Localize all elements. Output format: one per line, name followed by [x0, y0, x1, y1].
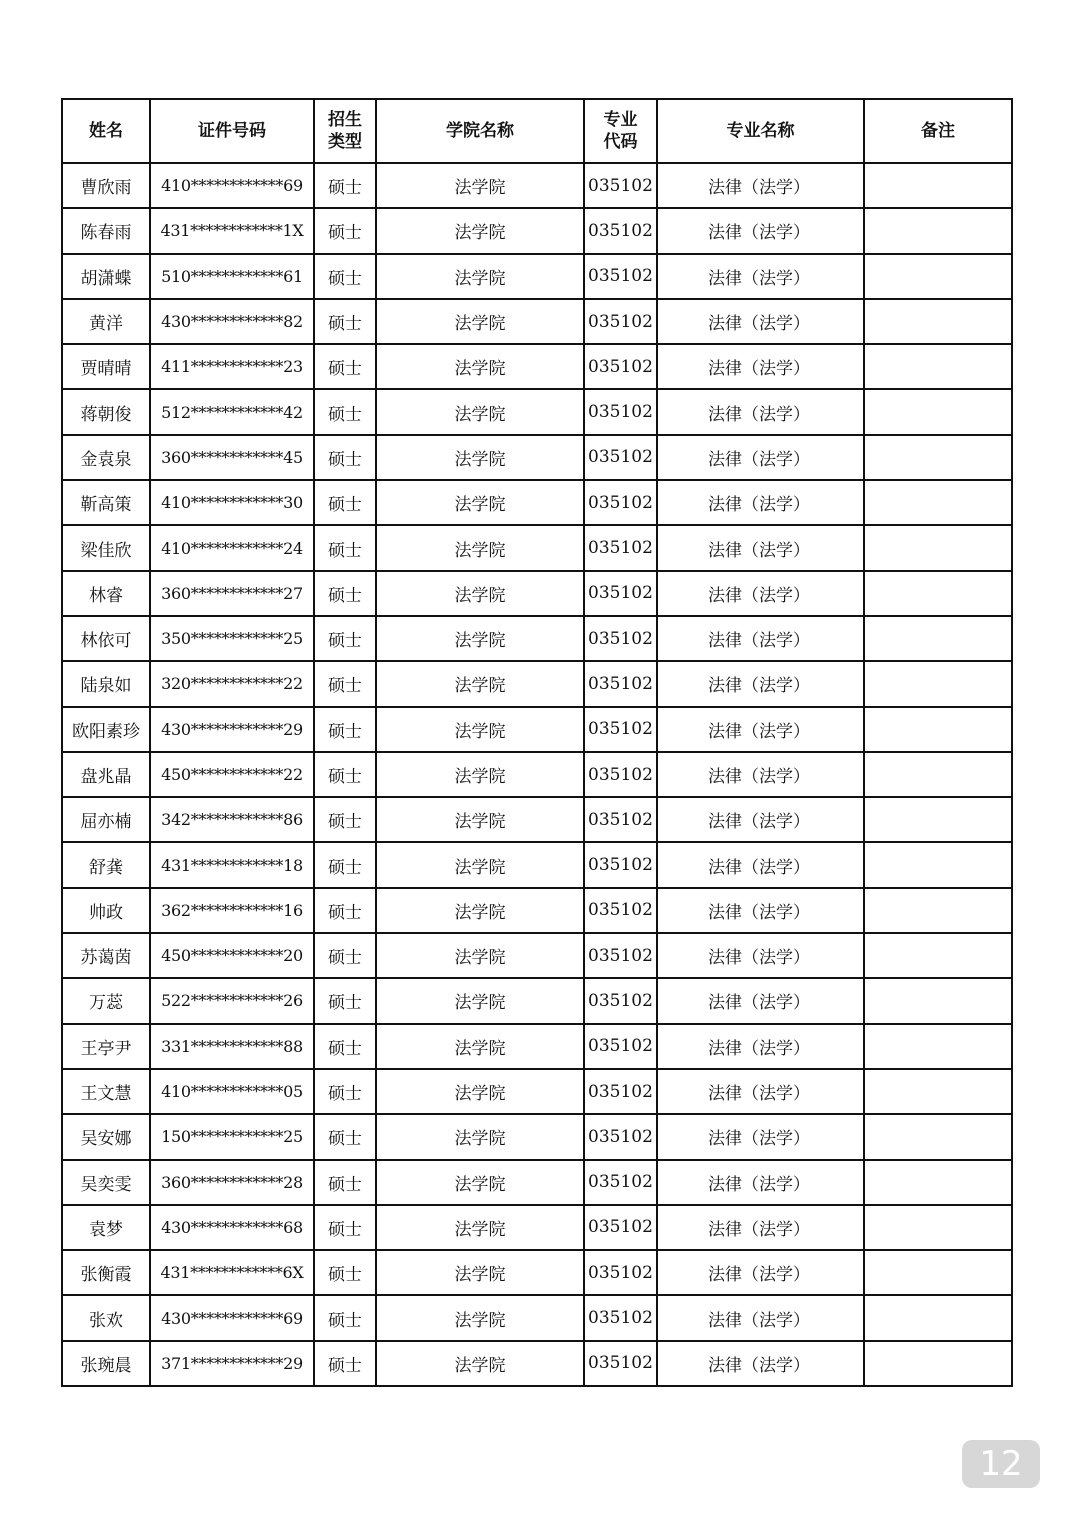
- table-row: [62, 842, 1012, 887]
- header-remarks: 备注: [864, 99, 1012, 163]
- cell-major-name: 法律（法学）: [657, 208, 864, 253]
- cell-major-name: 法律（法学）: [657, 707, 864, 752]
- cell-name: 王亭尹: [62, 1024, 150, 1069]
- cell-major-name: 法律（法学）: [657, 797, 864, 842]
- cell-id-number: 431************1X: [150, 208, 314, 253]
- header-major-code-line2: 代码: [603, 132, 638, 152]
- cell-college: 法学院: [376, 1024, 584, 1069]
- cell-remarks: [864, 1295, 1012, 1340]
- cell-college: 法学院: [376, 888, 584, 933]
- cell-remarks: [864, 344, 1012, 389]
- cell-college: 法学院: [376, 1069, 584, 1114]
- cell-college: 法学院: [376, 1205, 584, 1250]
- cell-enroll-type: 硕士: [314, 1069, 376, 1114]
- cell-remarks: [864, 752, 1012, 797]
- cell-major-code: 035102: [584, 571, 657, 616]
- cell-major-name: 法律（法学）: [657, 888, 864, 933]
- cell-college: 法学院: [376, 1250, 584, 1295]
- cell-id-number: 450************20: [150, 933, 314, 978]
- header-name: 姓名: [62, 99, 150, 163]
- cell-college: 法学院: [376, 435, 584, 480]
- table-row: [62, 299, 1012, 344]
- cell-enroll-type: 硕士: [314, 1250, 376, 1295]
- cell-id-number: 430************29: [150, 707, 314, 752]
- header-major-code-line1: 专业: [603, 110, 638, 130]
- cell-major-name: 法律（法学）: [657, 1024, 864, 1069]
- cell-id-number: 430************68: [150, 1205, 314, 1250]
- header-college: 学院名称: [376, 99, 584, 163]
- cell-major-code: 035102: [584, 707, 657, 752]
- table-row: [62, 1024, 1012, 1069]
- cell-major-name: 法律（法学）: [657, 389, 864, 434]
- table-row: [62, 797, 1012, 842]
- cell-enroll-type: 硕士: [314, 525, 376, 570]
- table-row: [62, 254, 1012, 299]
- cell-major-name: 法律（法学）: [657, 1250, 864, 1295]
- cell-id-number: 410************69: [150, 163, 314, 208]
- cell-remarks: [864, 1341, 1012, 1386]
- cell-college: 法学院: [376, 707, 584, 752]
- table-row: [62, 1295, 1012, 1340]
- cell-remarks: [864, 1250, 1012, 1295]
- cell-enroll-type: 硕士: [314, 1341, 376, 1386]
- cell-major-code: 035102: [584, 1160, 657, 1205]
- cell-name: 林睿: [62, 571, 150, 616]
- cell-remarks: [864, 163, 1012, 208]
- cell-remarks: [864, 933, 1012, 978]
- cell-id-number: 411************23: [150, 344, 314, 389]
- cell-id-number: 430************69: [150, 1295, 314, 1340]
- cell-id-number: 431************6X: [150, 1250, 314, 1295]
- cell-enroll-type: 硕士: [314, 933, 376, 978]
- cell-enroll-type: 硕士: [314, 344, 376, 389]
- cell-major-name: 法律（法学）: [657, 254, 864, 299]
- cell-major-code: 035102: [584, 1024, 657, 1069]
- cell-id-number: 360************28: [150, 1160, 314, 1205]
- cell-name: 曹欣雨: [62, 163, 150, 208]
- cell-major-code: 035102: [584, 797, 657, 842]
- cell-major-code: 035102: [584, 1341, 657, 1386]
- cell-major-name: 法律（法学）: [657, 661, 864, 706]
- cell-major-code: 035102: [584, 842, 657, 887]
- table-row: [62, 1205, 1012, 1250]
- cell-major-name: 法律（法学）: [657, 344, 864, 389]
- cell-remarks: [864, 616, 1012, 661]
- cell-major-name: 法律（法学）: [657, 616, 864, 661]
- table-row: [62, 707, 1012, 752]
- cell-college: 法学院: [376, 752, 584, 797]
- cell-id-number: 362************16: [150, 888, 314, 933]
- cell-id-number: 150************25: [150, 1114, 314, 1159]
- table-row: [62, 344, 1012, 389]
- cell-major-name: 法律（法学）: [657, 525, 864, 570]
- cell-name: 帅政: [62, 888, 150, 933]
- cell-major-name: 法律（法学）: [657, 1205, 864, 1250]
- cell-college: 法学院: [376, 933, 584, 978]
- cell-enroll-type: 硕士: [314, 208, 376, 253]
- cell-college: 法学院: [376, 1114, 584, 1159]
- cell-name: 陆泉如: [62, 661, 150, 706]
- cell-remarks: [864, 842, 1012, 887]
- table-row: [62, 933, 1012, 978]
- cell-college: 法学院: [376, 163, 584, 208]
- cell-enroll-type: 硕士: [314, 571, 376, 616]
- cell-id-number: 342************86: [150, 797, 314, 842]
- cell-enroll-type: 硕士: [314, 480, 376, 525]
- cell-major-name: 法律（法学）: [657, 933, 864, 978]
- cell-enroll-type: 硕士: [314, 163, 376, 208]
- cell-id-number: 450************22: [150, 752, 314, 797]
- cell-college: 法学院: [376, 1295, 584, 1340]
- cell-remarks: [864, 299, 1012, 344]
- cell-id-number: 320************22: [150, 661, 314, 706]
- cell-enroll-type: 硕士: [314, 616, 376, 661]
- cell-major-name: 法律（法学）: [657, 299, 864, 344]
- cell-major-code: 035102: [584, 752, 657, 797]
- cell-enroll-type: 硕士: [314, 1295, 376, 1340]
- cell-name: 屈亦楠: [62, 797, 150, 842]
- cell-name: 盘兆晶: [62, 752, 150, 797]
- cell-college: 法学院: [376, 344, 584, 389]
- cell-id-number: 360************45: [150, 435, 314, 480]
- cell-remarks: [864, 208, 1012, 253]
- header-row: [62, 99, 1012, 163]
- cell-college: 法学院: [376, 389, 584, 434]
- cell-college: 法学院: [376, 299, 584, 344]
- page-number-badge: 12: [962, 1440, 1040, 1488]
- cell-major-code: 035102: [584, 163, 657, 208]
- cell-major-code: 035102: [584, 661, 657, 706]
- table-row: [62, 1114, 1012, 1159]
- cell-major-code: 035102: [584, 1295, 657, 1340]
- cell-enroll-type: 硕士: [314, 1024, 376, 1069]
- cell-name: 苏蔼茵: [62, 933, 150, 978]
- cell-id-number: 410************30: [150, 480, 314, 525]
- cell-remarks: [864, 1024, 1012, 1069]
- table-row: [62, 888, 1012, 933]
- cell-id-number: 410************24: [150, 525, 314, 570]
- cell-remarks: [864, 480, 1012, 525]
- cell-name: 袁梦: [62, 1205, 150, 1250]
- cell-name: 黄洋: [62, 299, 150, 344]
- cell-college: 法学院: [376, 208, 584, 253]
- table-row: [62, 661, 1012, 706]
- cell-major-code: 035102: [584, 299, 657, 344]
- cell-id-number: 512************42: [150, 389, 314, 434]
- cell-major-name: 法律（法学）: [657, 571, 864, 616]
- cell-remarks: [864, 707, 1012, 752]
- table-row: [62, 163, 1012, 208]
- cell-name: 林依可: [62, 616, 150, 661]
- cell-name: 王文慧: [62, 1069, 150, 1114]
- cell-remarks: [864, 661, 1012, 706]
- cell-id-number: 371************29: [150, 1341, 314, 1386]
- table-row: [62, 525, 1012, 570]
- cell-major-code: 035102: [584, 1114, 657, 1159]
- cell-college: 法学院: [376, 797, 584, 842]
- cell-name: 胡潇蝶: [62, 254, 150, 299]
- cell-remarks: [864, 525, 1012, 570]
- cell-remarks: [864, 571, 1012, 616]
- table-row: [62, 571, 1012, 616]
- cell-enroll-type: 硕士: [314, 435, 376, 480]
- cell-major-code: 035102: [584, 480, 657, 525]
- table-row: [62, 752, 1012, 797]
- cell-college: 法学院: [376, 661, 584, 706]
- cell-id-number: 430************82: [150, 299, 314, 344]
- cell-remarks: [864, 888, 1012, 933]
- table-body: [62, 163, 1012, 1386]
- cell-name: 万蕊: [62, 978, 150, 1023]
- cell-name: 张衡霞: [62, 1250, 150, 1295]
- cell-enroll-type: 硕士: [314, 1205, 376, 1250]
- cell-major-code: 035102: [584, 978, 657, 1023]
- cell-major-name: 法律（法学）: [657, 1341, 864, 1386]
- cell-name: 梁佳欣: [62, 525, 150, 570]
- cell-name: 贾晴晴: [62, 344, 150, 389]
- cell-major-code: 035102: [584, 933, 657, 978]
- cell-major-name: 法律（法学）: [657, 1160, 864, 1205]
- cell-major-name: 法律（法学）: [657, 1069, 864, 1114]
- cell-major-code: 035102: [584, 1069, 657, 1114]
- cell-college: 法学院: [376, 842, 584, 887]
- table-header: [62, 99, 1012, 163]
- cell-remarks: [864, 389, 1012, 434]
- cell-id-number: 410************05: [150, 1069, 314, 1114]
- cell-name: 陈春雨: [62, 208, 150, 253]
- header-enroll-type: [314, 99, 376, 163]
- cell-college: 法学院: [376, 1160, 584, 1205]
- cell-remarks: [864, 1160, 1012, 1205]
- cell-college: 法学院: [376, 254, 584, 299]
- cell-major-code: 035102: [584, 435, 657, 480]
- cell-college: 法学院: [376, 616, 584, 661]
- cell-major-code: 035102: [584, 888, 657, 933]
- table-row: [62, 480, 1012, 525]
- cell-id-number: 350************25: [150, 616, 314, 661]
- cell-enroll-type: 硕士: [314, 888, 376, 933]
- cell-major-name: 法律（法学）: [657, 752, 864, 797]
- cell-major-name: 法律（法学）: [657, 435, 864, 480]
- cell-enroll-type: 硕士: [314, 797, 376, 842]
- cell-major-code: 035102: [584, 1250, 657, 1295]
- cell-remarks: [864, 435, 1012, 480]
- cell-name: 蒋朝俊: [62, 389, 150, 434]
- cell-remarks: [864, 1069, 1012, 1114]
- cell-major-code: 035102: [584, 254, 657, 299]
- cell-id-number: 360************27: [150, 571, 314, 616]
- table-row: [62, 1341, 1012, 1386]
- header-enroll-type-line1: 招生: [328, 110, 362, 130]
- admission-roster-table: [61, 98, 1013, 1387]
- cell-college: 法学院: [376, 571, 584, 616]
- cell-remarks: [864, 797, 1012, 842]
- cell-major-name: 法律（法学）: [657, 480, 864, 525]
- cell-enroll-type: 硕士: [314, 299, 376, 344]
- cell-enroll-type: 硕士: [314, 978, 376, 1023]
- cell-id-number: 431************18: [150, 842, 314, 887]
- cell-major-name: 法律（法学）: [657, 842, 864, 887]
- cell-enroll-type: 硕士: [314, 1114, 376, 1159]
- cell-id-number: 522************26: [150, 978, 314, 1023]
- header-major-name: 专业名称: [657, 99, 864, 163]
- cell-enroll-type: 硕士: [314, 842, 376, 887]
- cell-id-number: 331************88: [150, 1024, 314, 1069]
- cell-major-code: 035102: [584, 208, 657, 253]
- cell-major-name: 法律（法学）: [657, 1295, 864, 1340]
- table-row: [62, 1160, 1012, 1205]
- table-row: [62, 389, 1012, 434]
- table-row: [62, 1069, 1012, 1114]
- cell-major-name: 法律（法学）: [657, 1114, 864, 1159]
- table-row: [62, 435, 1012, 480]
- cell-major-code: 035102: [584, 525, 657, 570]
- cell-remarks: [864, 1205, 1012, 1250]
- cell-major-code: 035102: [584, 389, 657, 434]
- cell-name: 舒龚: [62, 842, 150, 887]
- header-id-number: 证件号码: [150, 99, 314, 163]
- cell-major-name: 法律（法学）: [657, 978, 864, 1023]
- cell-name: 张琬晨: [62, 1341, 150, 1386]
- cell-major-code: 035102: [584, 616, 657, 661]
- cell-remarks: [864, 1114, 1012, 1159]
- cell-college: 法学院: [376, 525, 584, 570]
- table-row: [62, 1250, 1012, 1295]
- cell-enroll-type: 硕士: [314, 1160, 376, 1205]
- header-major-code: [584, 99, 657, 163]
- cell-name: 靳高策: [62, 480, 150, 525]
- table-row: [62, 616, 1012, 661]
- cell-enroll-type: 硕士: [314, 661, 376, 706]
- cell-major-code: 035102: [584, 344, 657, 389]
- cell-college: 法学院: [376, 1341, 584, 1386]
- cell-enroll-type: 硕士: [314, 707, 376, 752]
- cell-id-number: 510************61: [150, 254, 314, 299]
- cell-remarks: [864, 978, 1012, 1023]
- cell-enroll-type: 硕士: [314, 254, 376, 299]
- cell-name: 吴安娜: [62, 1114, 150, 1159]
- cell-college: 法学院: [376, 978, 584, 1023]
- cell-enroll-type: 硕士: [314, 752, 376, 797]
- table-row: [62, 978, 1012, 1023]
- header-enroll-type-line2: 类型: [328, 132, 362, 152]
- cell-name: 金袁泉: [62, 435, 150, 480]
- cell-name: 吴奕雯: [62, 1160, 150, 1205]
- cell-enroll-type: 硕士: [314, 389, 376, 434]
- cell-name: 张欢: [62, 1295, 150, 1340]
- cell-major-name: 法律（法学）: [657, 163, 864, 208]
- table-row: [62, 208, 1012, 253]
- cell-college: 法学院: [376, 480, 584, 525]
- cell-remarks: [864, 254, 1012, 299]
- cell-name: 欧阳素珍: [62, 707, 150, 752]
- cell-major-code: 035102: [584, 1205, 657, 1250]
